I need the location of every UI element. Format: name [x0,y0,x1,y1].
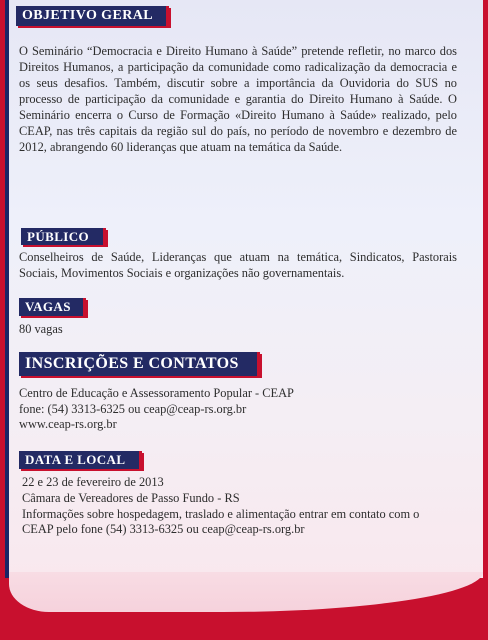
inscricoes-contact: fone: (54) 3313-6325 ou ceap@ceap-rs.org.br [19,402,247,416]
vagas-text: 80 vagas [19,322,63,336]
publico-heading: PÚBLICO [21,228,106,245]
inscricoes-heading: INSCRIÇÕES E CONTATOS [19,352,260,376]
inscricoes-org: Centro de Educação e Assessoramento Popular - CEAP [19,386,294,400]
event-info-line1: Informações sobre hospedagem, traslado e alimentação entrar em contato com o [22,507,420,521]
data-local-heading: DATA E LOCAL [19,451,142,469]
inscricoes-website: www.ceap-rs.org.br [19,417,117,431]
event-dates: 22 e 23 de fevereiro de 2013 [22,475,164,489]
event-info-line2: CEAP pelo fone (54) 3313-6325 ou ceap@ceap-rs.org.br [22,522,305,536]
objetivo-text: O Seminário “Democracia e Direito Humano à Saúde” pretende refletir, no marco dos Direitos Humanos, a participação da comunidade como radicalização da democracia e os seus desafios. Também, discutir sobre a importância da Ouvidoria do SUS no processo de participação da comunidade e garantia do Direito Humano à Saúde. O Seminário encerra o Curso de Formação «Direito Humano à Saúde» realizado, pelo CEAP, nas três capitais da região sul do país, no período de novembro e dezembro de 2012, abrangendo 60 lideranças que atuam na temática da Saúde. [19,44,457,154]
publico-text: Conselheiros de Saúde, Lideranças que atuam na temática, Sindicatos, Pastorais Sociais, Movimentos Sociais e organizações não governamentais. [19,250,457,280]
objetivo-heading: OBJETIVO GERAL [16,6,169,26]
event-venue: Câmara de Vereadores de Passo Fundo - RS [22,491,240,505]
vagas-heading: VAGAS [19,298,86,316]
